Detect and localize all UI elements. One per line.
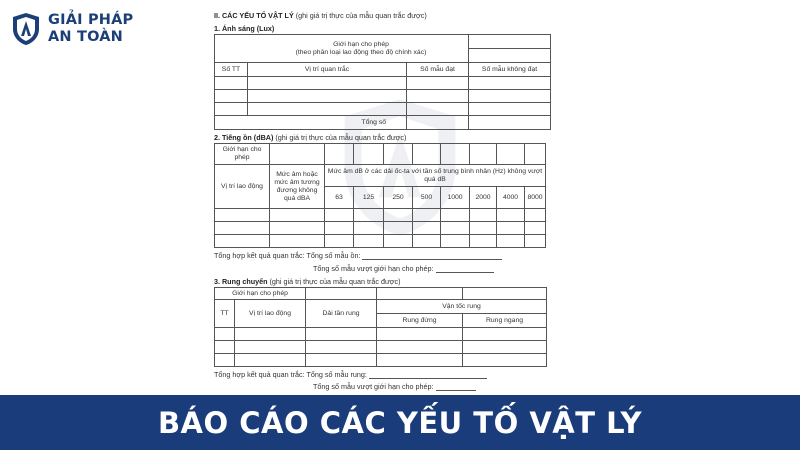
vibration-col-no: TT <box>215 300 235 328</box>
noise-freq-cell: 125 <box>354 187 384 209</box>
noise-over-blank <box>436 272 494 273</box>
table-row <box>215 235 546 248</box>
noise-summary-label: Tổng hợp kết quả quan trắc: <box>214 251 305 260</box>
vibration-col-velocity: Vận tốc rung <box>377 300 547 314</box>
noise-freq-cell: 1000 <box>441 187 470 209</box>
noise-summary-over: Tổng số mẫu vượt giới hạn cho phép: <box>313 264 434 273</box>
light-col-no: Số TT <box>215 63 248 77</box>
banner-title: BÁO CÁO CÁC YẾU TỐ VẬT LÝ <box>157 405 643 440</box>
noise-band-header: Mức âm dB ở các dải ốc-ta với tần số trung bình nhân (Hz) không vượt quá dB <box>325 165 546 187</box>
vibration-col-position: Vị trí lao động <box>235 300 306 328</box>
noise-freq-cell: 4000 <box>497 187 525 209</box>
table-row <box>215 103 551 116</box>
vibration-table <box>214 287 547 367</box>
noise-summary <box>214 251 502 260</box>
vibration-summary-over-row <box>313 382 476 391</box>
light-col-fail: Số mẫu không đạt <box>469 63 551 77</box>
brand-line-2: AN TOÀN <box>48 29 123 45</box>
table-row <box>215 77 551 90</box>
light-col-position: Vị trí quan trắc <box>248 63 407 77</box>
table-row <box>215 328 547 341</box>
noise-title: 2. Tiếng ồn (dBA) <box>214 133 274 142</box>
vibration-over-blank <box>436 390 476 391</box>
light-limit-value-2 <box>469 49 551 63</box>
vibration-summary <box>214 370 487 379</box>
vibration-col-horizontal: Rung ngang <box>463 314 547 328</box>
vibration-col-freq: Dải tần rung <box>306 300 377 328</box>
noise-limit-label: Giới hạn cho phép <box>215 144 270 165</box>
noise-freq-cell: 2000 <box>470 187 497 209</box>
light-col-samples: Số mẫu đạt <box>407 63 469 77</box>
section-title: II. CÁC YẾU TỐ VẬT LÝ <box>214 11 294 20</box>
vibration-summary-label: Tổng hợp kết quả quan trắc: <box>214 370 305 379</box>
noise-summary-total: Tổng số mẫu ồn: <box>306 251 361 260</box>
light-limit-label: Giới hạn cho phép <box>333 40 389 48</box>
table-row <box>215 341 547 354</box>
vibration-limit-label: Giới hạn cho phép <box>215 288 306 300</box>
vibration-summary-over: Tổng số mẫu vượt giới hạn cho phép: <box>313 382 434 391</box>
light-limit-cell <box>215 35 469 63</box>
noise-heading <box>214 133 406 142</box>
light-limit-sublabel: (theo phân loại lao động theo độ chính xác) <box>295 48 427 56</box>
noise-level-label: Mức âm hoặc mức âm tương đương không quá dBA <box>270 165 325 209</box>
light-total-label: Tổng số <box>215 116 407 130</box>
vibration-title: 3. Rung chuyển <box>214 277 268 286</box>
section-heading <box>214 11 427 20</box>
vibration-summary-total: Tổng số mẫu rung: <box>306 370 367 379</box>
table-row <box>215 222 546 235</box>
noise-position-label: Vị trí lao động <box>215 165 270 209</box>
light-table <box>214 34 551 130</box>
noise-note: (ghi giá trị thực của mẫu quan trắc được) <box>275 133 407 142</box>
section-note: (ghi giá trị thực của mẫu quan trắc được) <box>295 11 427 20</box>
noise-total-blank <box>362 259 502 260</box>
noise-table <box>214 143 546 248</box>
light-title: 1. Ánh sáng (Lux) <box>214 24 275 33</box>
noise-freq-cell: 8000 <box>525 187 546 209</box>
noise-freq-cell: 250 <box>384 187 413 209</box>
table-row <box>215 354 547 367</box>
vibration-col-vertical: Rung đứng <box>377 314 463 328</box>
vibration-note: (ghi giá trị thực của mẫu quan trắc được) <box>269 277 401 286</box>
noise-freq-cell: 500 <box>413 187 441 209</box>
noise-summary-over-row <box>313 264 494 273</box>
vibration-heading <box>214 277 401 286</box>
noise-freq-cell: 63 <box>325 187 354 209</box>
brand-line-1: GIẢI PHÁP <box>48 12 134 28</box>
title-banner <box>0 395 800 450</box>
vibration-total-blank <box>369 378 487 379</box>
table-row <box>215 90 551 103</box>
light-limit-value <box>469 35 551 49</box>
table-row <box>215 209 546 222</box>
